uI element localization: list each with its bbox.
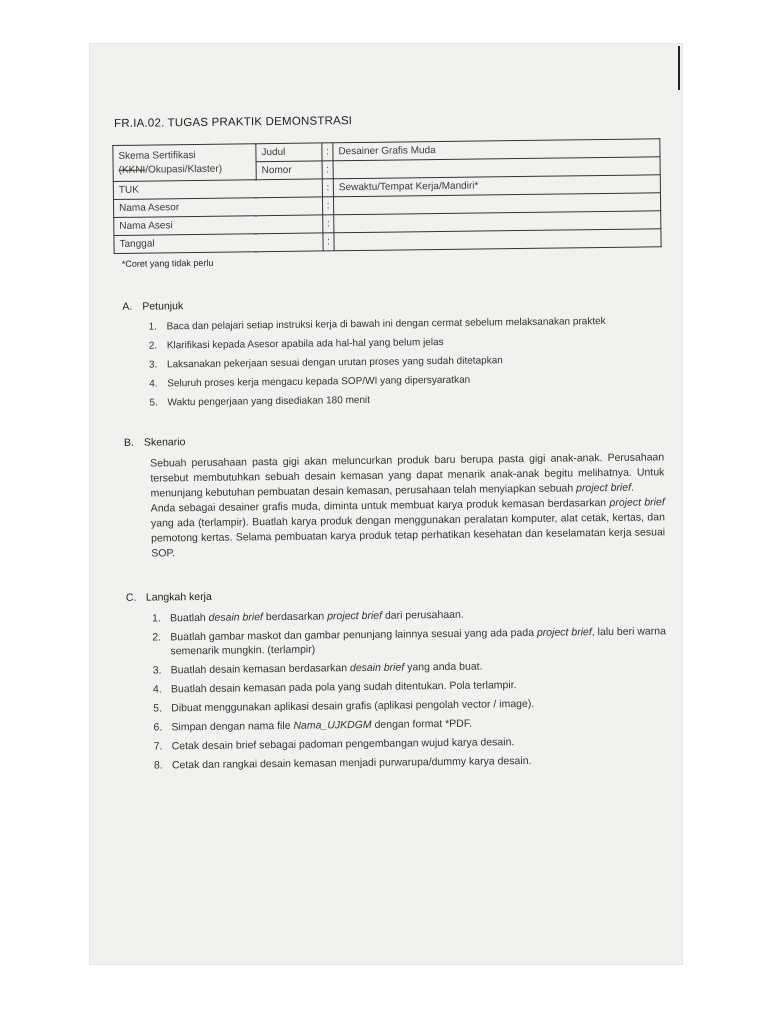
list-item xyxy=(149,333,663,353)
item-number: 3. xyxy=(152,664,162,677)
text-span: dari perusahaan. xyxy=(381,608,464,622)
italic-span: project brief xyxy=(576,481,632,495)
footnote: *Coret yang tidak perlu xyxy=(121,257,214,269)
nomor-label: Nomor xyxy=(256,161,322,180)
skema-label-line1: Skema Sertifikasi xyxy=(118,149,196,162)
tuk-label: TUK xyxy=(113,179,322,200)
item-number: 6. xyxy=(153,721,163,734)
text-span: Anda sebagai desainer grafis muda, diminta untuk membuat karya produk kemasan berdasarkan xyxy=(150,496,610,515)
scan-edge-line xyxy=(678,46,680,90)
item-text xyxy=(170,605,666,625)
tanggal-value xyxy=(334,229,661,251)
text-span: Buatlah desain kemasan berdasarkan xyxy=(170,662,351,677)
judul-value: Desainer Grafis Muda xyxy=(333,139,660,161)
text-span: Sebuah perusahaan pasta gigi akan meluncurkan produk baru berupa pasta gigi anak-anak. Perusahaan tersebut membutuhkan sebuah desain kemasan yang dapat menarik anak-anak begitu melihatnya. Untuk menunjang kebutuhan pembuatan desain kemasan, perusahaan telah menyiapkan sebuah xyxy=(150,451,665,500)
italic-span: project brief xyxy=(609,496,665,509)
text-span: Dibuat menggunakan aplikasi desain grafis (aplikasi pengolah vector / image). xyxy=(171,697,535,715)
item-number: 8. xyxy=(153,759,163,772)
skema-label-strike: (KKNI xyxy=(118,164,146,176)
langkah-list xyxy=(118,605,668,773)
section-heading xyxy=(124,430,664,449)
section-title: Skenario xyxy=(143,436,186,449)
list-item xyxy=(149,371,663,391)
list-item xyxy=(153,676,667,696)
item-text xyxy=(170,624,666,658)
list-item xyxy=(154,752,668,772)
document-title: FR.IA.02. TUGAS PRAKTIK DEMONSTRASI xyxy=(113,115,353,130)
item-text: Klarifikasi kepada Asesor apabila ada hal-hal yang belum jelas xyxy=(166,336,444,352)
italic-span: desain brief xyxy=(208,611,264,624)
text-span: yang anda buat. xyxy=(404,660,483,674)
text-span: Simpan dengan nama file xyxy=(171,719,294,734)
document xyxy=(112,111,668,778)
judul-label: Judul xyxy=(256,143,322,162)
item-text xyxy=(171,676,667,696)
list-item xyxy=(152,624,666,658)
item-number: 2. xyxy=(152,631,162,644)
identity-table xyxy=(112,138,661,254)
asesi-label: Nama Asesi xyxy=(114,215,323,236)
list-item xyxy=(153,657,667,677)
section-heading xyxy=(126,585,666,604)
item-number: 1. xyxy=(148,321,157,333)
item-number: 5. xyxy=(149,397,158,409)
list-item xyxy=(153,695,667,715)
item-text xyxy=(172,733,668,753)
tuk-value: Sewaktu/Tempat Kerja/Mandiri* xyxy=(333,175,660,197)
item-text: Baca dan pelajari setiap instruksi kerja di bawah ini dengan cermat sebelum melaksanakan praktek xyxy=(166,315,606,333)
section-title: Langkah kerja xyxy=(145,590,212,604)
colon: : xyxy=(322,179,333,197)
colon: : xyxy=(323,233,334,251)
tanggal-label: Tanggal xyxy=(114,233,323,254)
scenario-paragraph xyxy=(151,495,666,561)
list-item xyxy=(154,733,668,753)
text-span: . xyxy=(630,481,634,494)
section-letter: B. xyxy=(123,436,134,449)
text-span: Buatlah xyxy=(170,611,209,625)
text-span: Cetak desain brief sebagai padoman pengembangan wujud karya desain. xyxy=(171,736,515,753)
list-item xyxy=(153,714,667,734)
item-number: 4. xyxy=(149,378,158,390)
section-heading xyxy=(122,294,662,313)
text-span: , lalu beri warna semenarik mungkin. (terlampir) xyxy=(170,625,666,658)
italic-span: project brief xyxy=(327,609,383,623)
item-number: 5. xyxy=(153,702,163,715)
colon: : xyxy=(322,161,333,179)
item-number: 1. xyxy=(152,612,161,625)
item-number: 4. xyxy=(152,683,162,696)
italic-span: Nama_UJKDGM xyxy=(293,718,372,732)
item-text: Seluruh proses kerja mengacu kepada SOP/WI yang dipersyaratkan xyxy=(167,374,471,390)
text-span: Buatlah desain kemasan pada pola yang sudah ditentukan. Pola terlampir. xyxy=(170,679,517,696)
section-petunjuk xyxy=(114,294,663,411)
item-text xyxy=(171,695,667,715)
asesor-label: Nama Asesor xyxy=(113,197,322,218)
item-number: 3. xyxy=(148,359,158,371)
petunjuk-list xyxy=(114,314,663,411)
italic-span: project brief xyxy=(536,626,592,639)
list-item xyxy=(149,352,663,372)
text-span: berdasarkan xyxy=(262,610,328,624)
list-item xyxy=(152,605,666,625)
section-langkah xyxy=(118,585,668,773)
text-span: Buatlah gambar maskot dan gambar penunjang lainnya sesuai yang ada pada xyxy=(170,626,537,644)
skema-label-rest: /Okupasi/Klaster) xyxy=(145,163,223,176)
text-span: Cetak dan rangkai desain kemasan menjadi purwarupa/dummy karya desain. xyxy=(171,754,532,772)
section-title: Petunjuk xyxy=(142,300,184,313)
list-item xyxy=(148,314,662,334)
item-text xyxy=(171,657,667,677)
item-text: Laksanakan pekerjaan sesuai dengan urutan proses yang sudah ditetapkan xyxy=(166,355,503,371)
colon: : xyxy=(322,143,333,161)
list-item xyxy=(149,390,663,410)
text-span: yang ada (terlampir). Buatlah karya produk dengan menggunakan peralatan komputer, alat cetak, kertas, dan pemotong kertas. Selama pembuatan karya produk tetap perhatikan kesehatan dan keselamatan kerja sesuai SOP. xyxy=(150,511,666,560)
skema-label-cell xyxy=(113,144,256,182)
section-letter: C. xyxy=(125,591,137,604)
section-letter: A. xyxy=(122,300,133,313)
scenario-paragraph xyxy=(150,450,665,501)
colon: : xyxy=(323,215,334,233)
item-number: 7. xyxy=(153,740,163,753)
item-text xyxy=(171,714,667,734)
text-span: dengan format *PDF. xyxy=(371,717,473,731)
item-text xyxy=(172,752,668,772)
item-text: Waktu pengerjaan yang disediakan 180 menit xyxy=(167,394,371,409)
italic-span: desain brief xyxy=(349,661,405,675)
section-skenario xyxy=(116,430,665,562)
scenario-text xyxy=(150,450,665,561)
colon: : xyxy=(322,197,333,215)
item-number: 2. xyxy=(148,340,158,352)
